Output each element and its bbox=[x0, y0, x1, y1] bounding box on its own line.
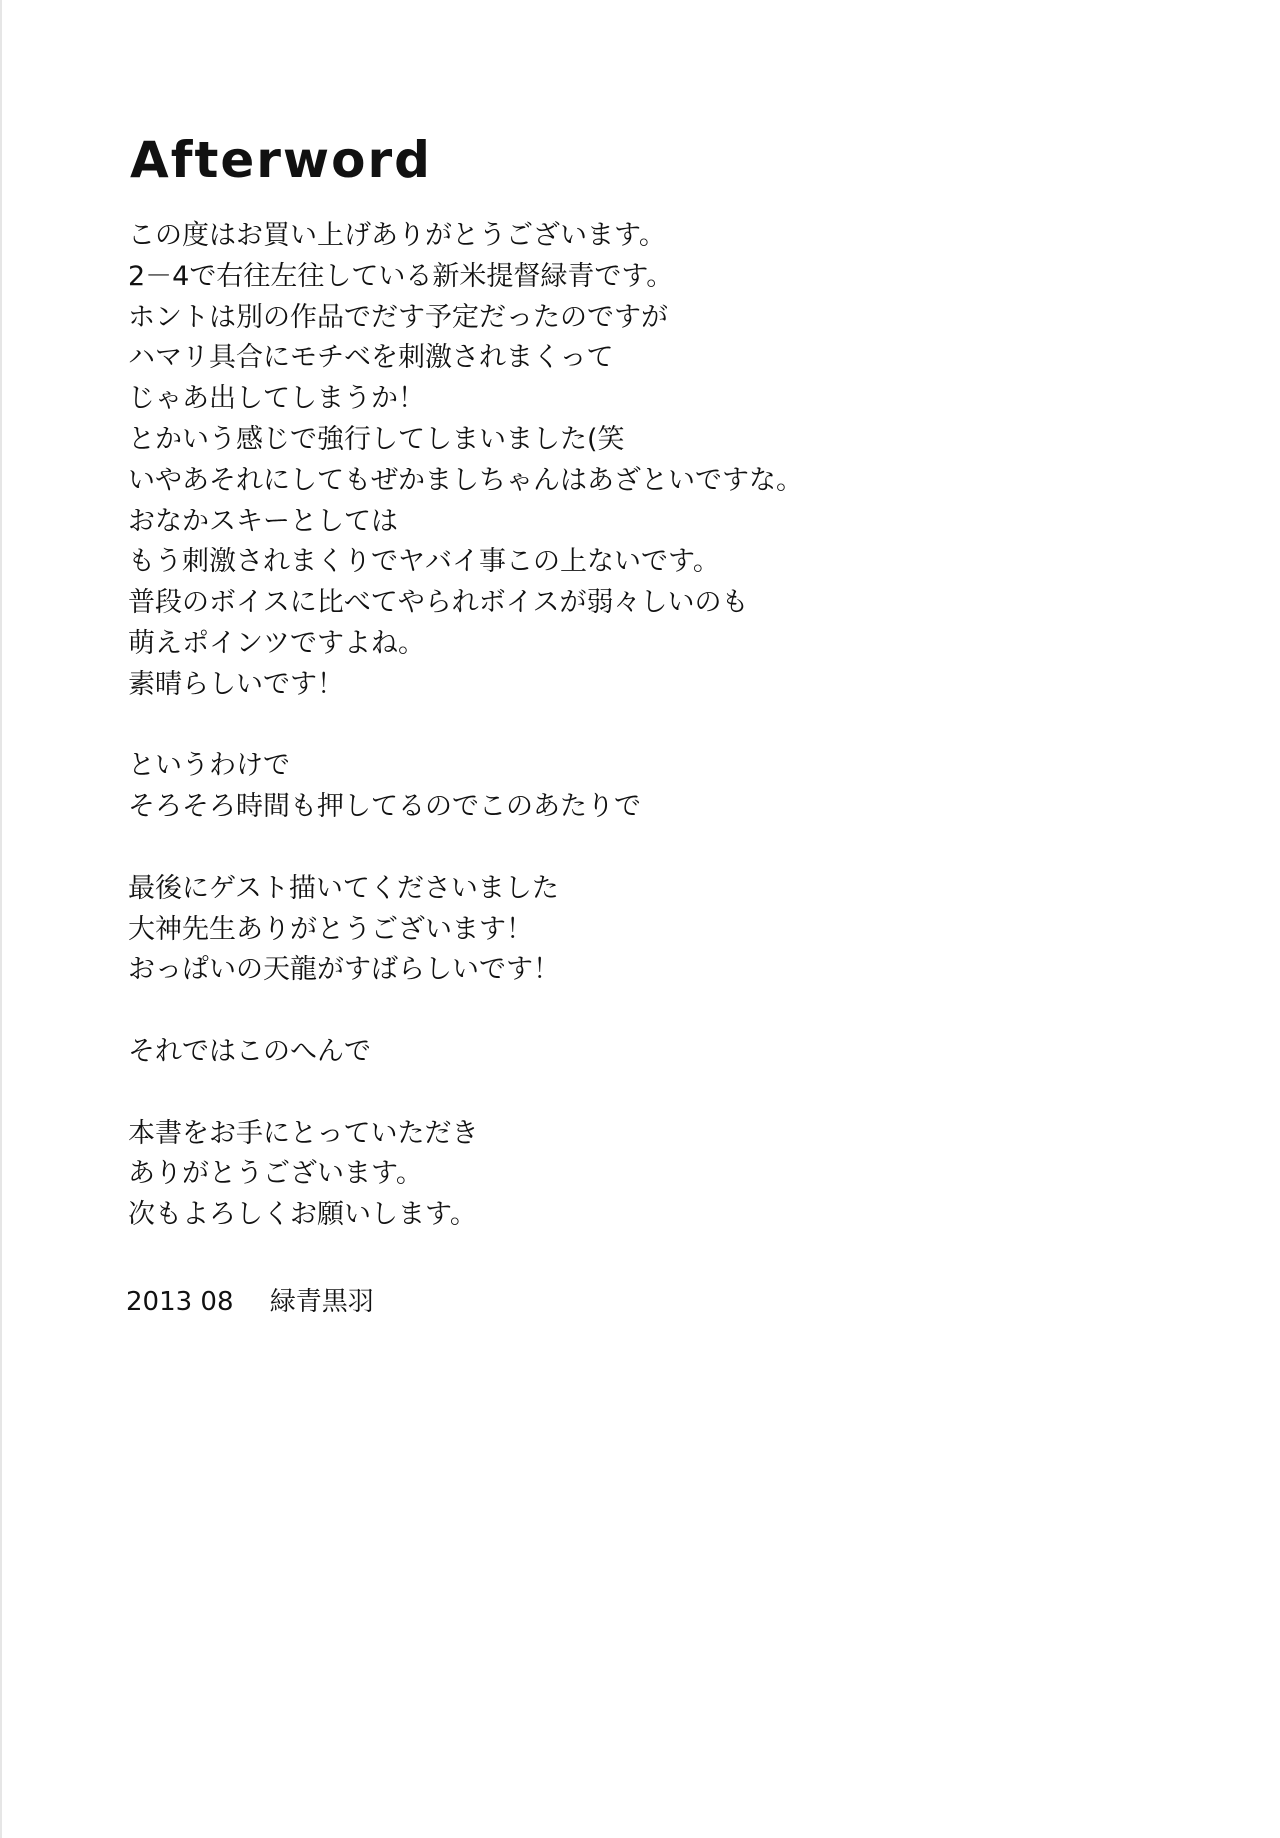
text-line: 普段のボイスに比べてやられボイスが弱々しいのも bbox=[128, 587, 749, 619]
text-line: この度はお買い上げありがとうございます。 bbox=[128, 220, 666, 251]
paragraph-gap bbox=[128, 828, 1128, 869]
signature bbox=[126, 1282, 374, 1322]
text-line: もう刺激されまくりでヤバイ事この上ないです。 bbox=[128, 546, 720, 578]
paragraph-gap bbox=[128, 991, 1128, 1032]
afterword-body bbox=[128, 216, 1128, 1236]
text-line: そろそろ時間も押してるのでこのあたりで bbox=[128, 791, 641, 823]
text-line: とかいう感じで強行してしまいました(笑 bbox=[128, 423, 625, 455]
text-line: というわけで bbox=[128, 750, 290, 782]
signature-date: 2013 08 bbox=[126, 1287, 234, 1317]
signature-author: 緑青黒羽 bbox=[269, 1287, 374, 1317]
page-edge bbox=[0, 0, 2, 1838]
text-line: いやあそれにしてもぜかましちゃんはあざといですな。 bbox=[128, 464, 803, 496]
text-line: 2－4で右往左往している新米提督緑青です。 bbox=[128, 260, 674, 292]
text-line: それではこのへんで bbox=[128, 1035, 371, 1067]
text-line: ありがとうございます。 bbox=[128, 1158, 423, 1190]
text-line: 本書をお手にとっていただき bbox=[128, 1117, 479, 1149]
text-line: 次もよろしくお願いします。 bbox=[128, 1199, 477, 1231]
paragraph-gap bbox=[128, 706, 1128, 747]
text-line: 最後にゲスト描いてくださいました bbox=[128, 872, 559, 904]
text-line: じゃあ出してしまうか！ bbox=[128, 383, 425, 415]
text-line: おなかスキーとしては bbox=[128, 505, 398, 537]
text-line: 素晴らしいです！ bbox=[128, 668, 344, 700]
page-title: Afterword bbox=[130, 131, 432, 189]
text-line: おっぱいの天龍がすばらしいです！ bbox=[128, 954, 560, 986]
text-line: 大神先生ありがとうございます！ bbox=[128, 913, 533, 945]
text-line: ホントは別の作品でだす予定だったのですが bbox=[128, 301, 668, 333]
text-line: ハマリ具合にモチベを刺激されまくって bbox=[128, 342, 614, 374]
text-line: 萌えポインツですよね。 bbox=[128, 627, 425, 659]
paragraph-gap bbox=[128, 1073, 1128, 1114]
